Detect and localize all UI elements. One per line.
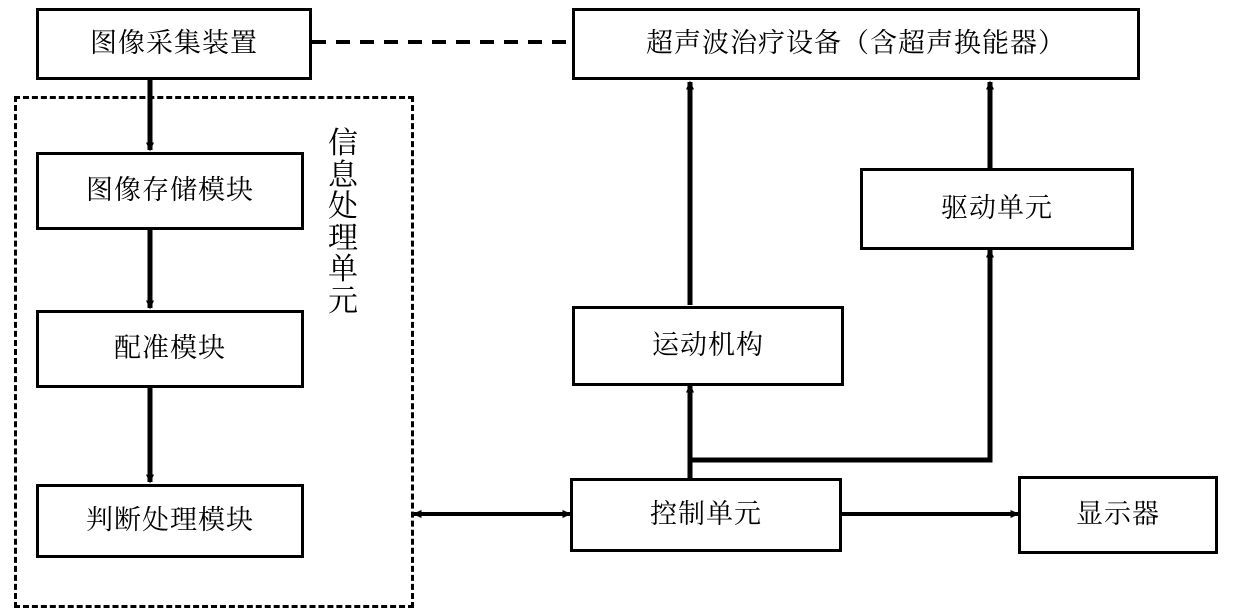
box-motion-mechanism[interactable] — [572, 306, 844, 386]
box-label: 判断处理模块 — [86, 505, 254, 536]
information-processing-unit-label — [322, 128, 364, 317]
box-ultrasound-device[interactable] — [572, 8, 1140, 80]
box-label: 超声波治疗设备（含超声换能器） — [646, 28, 1066, 59]
box-display[interactable] — [1018, 476, 1218, 554]
box-drive-unit[interactable] — [860, 168, 1134, 250]
box-label: 配准模块 — [114, 333, 226, 364]
box-label: 显示器 — [1076, 499, 1160, 530]
box-label: 图像采集装置 — [90, 28, 258, 59]
box-label: 驱动单元 — [941, 193, 1053, 224]
box-label: 图像存储模块 — [86, 175, 254, 206]
box-control-unit[interactable] — [570, 478, 842, 552]
box-image-acquisition[interactable] — [36, 8, 312, 80]
box-label: 控制单元 — [650, 499, 762, 530]
group-label-text: 信息处理单元 — [328, 127, 358, 318]
box-registration[interactable] — [36, 310, 304, 388]
box-label: 运动机构 — [652, 330, 764, 361]
box-judgement[interactable] — [36, 484, 304, 558]
box-image-storage[interactable] — [36, 152, 304, 230]
